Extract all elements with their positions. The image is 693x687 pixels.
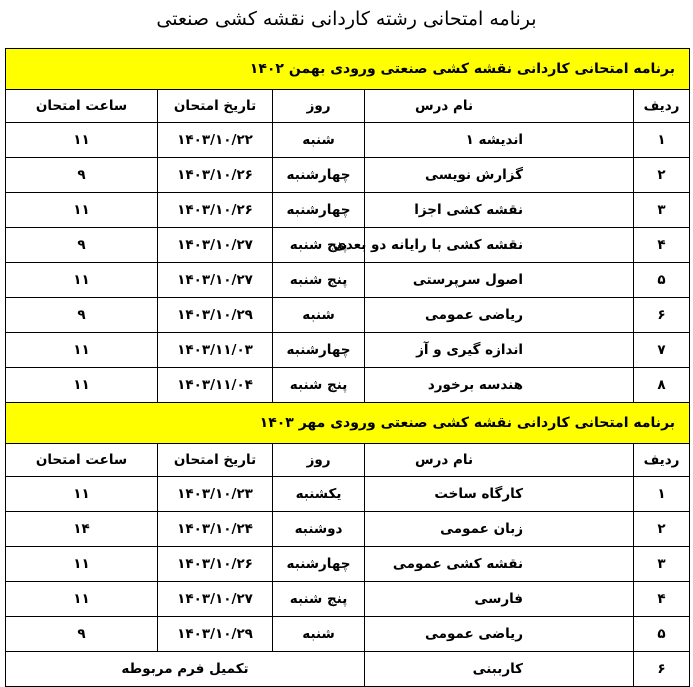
row-number: ۲ [634,158,690,193]
exam-day: پنج شنبه [273,582,365,617]
exam-date: ۱۴۰۳/۱۰/۲۹ [158,298,273,333]
lesson-name: کارگاه ساخت [365,477,634,512]
exam-day: یکشنبه [273,477,365,512]
row-number: ۳ [634,547,690,582]
exam-day: چهارشنبه [273,193,365,228]
row-number: ۵ [634,263,690,298]
header-date: تاریخ امتحان [158,444,273,477]
header-row-number: ردیف [634,90,690,123]
row-number: ۶ [634,298,690,333]
exam-schedule-table [5,48,690,687]
exam-date: ۱۴۰۳/۱۰/۲۷ [158,228,273,263]
exam-date: ۱۴۰۳/۱۱/۰۴ [158,368,273,403]
exam-time: ۹ [6,617,158,652]
column-header-row [6,90,690,123]
exam-time: ۹ [6,228,158,263]
table-body [6,49,690,687]
exam-day: شنبه [273,617,365,652]
row-note: تکمیل فرم مربوطه [6,652,365,687]
lesson-name: اصول سرپرستی [365,263,634,298]
exam-date: ۱۴۰۳/۱۰/۲۹ [158,617,273,652]
section-heading-row [6,49,690,90]
table-row [6,512,690,547]
header-day: روز [273,444,365,477]
exam-time: ۱۱ [6,333,158,368]
table-row [6,228,690,263]
exam-time: ۱۱ [6,123,158,158]
header-row-number: ردیف [634,444,690,477]
row-number: ۸ [634,368,690,403]
header-date: تاریخ امتحان [158,90,273,123]
table-row [6,123,690,158]
exam-date: ۱۴۰۳/۱۱/۰۳ [158,333,273,368]
exam-time: ۱۴ [6,512,158,547]
exam-date: ۱۴۰۳/۱۰/۲۶ [158,547,273,582]
row-number: ۲ [634,512,690,547]
lesson-name: گزارش نویسی [365,158,634,193]
exam-time: ۱۱ [6,547,158,582]
exam-day: چهارشنبه [273,158,365,193]
exam-time: ۱۱ [6,368,158,403]
exam-day: دوشنبه [273,512,365,547]
table-row [6,617,690,652]
section-heading: برنامه امتحانی کاردانی نقشه کشی صنعتی ورودی مهر ۱۴۰۳ [6,403,690,444]
row-number: ۳ [634,193,690,228]
lesson-name: نقشه کشی اجزا [365,193,634,228]
table-row [6,477,690,512]
exam-time: ۹ [6,158,158,193]
exam-day: پنج شنبه [273,228,365,263]
header-time: ساعت امتحان [6,444,158,477]
exam-day: شنبه [273,298,365,333]
exam-date: ۱۴۰۳/۱۰/۲۷ [158,582,273,617]
lesson-name: اندازه گیری و آز [365,333,634,368]
row-number: ۱ [634,123,690,158]
header-day: روز [273,90,365,123]
exam-time: ۱۱ [6,263,158,298]
lesson-name: نقشه کشی با رایانه دو بعدی [365,228,634,263]
table-row [6,263,690,298]
table-row [6,158,690,193]
lesson-name: ریاضی عمومی [365,617,634,652]
exam-day: پنج شنبه [273,368,365,403]
lesson-name: کارببنی [365,652,634,687]
lesson-name: هندسه برخورد [365,368,634,403]
exam-time: ۱۱ [6,582,158,617]
exam-date: ۱۴۰۳/۱۰/۲۲ [158,123,273,158]
exam-time: ۱۱ [6,193,158,228]
exam-date: ۱۴۰۳/۱۰/۲۳ [158,477,273,512]
exam-date: ۱۴۰۳/۱۰/۲۷ [158,263,273,298]
lesson-name: نقشه کشی عمومی [365,547,634,582]
table-row [6,298,690,333]
exam-day: پنج شنبه [273,263,365,298]
exam-date: ۱۴۰۳/۱۰/۲۴ [158,512,273,547]
section-heading: برنامه امتحانی کاردانی نقشه کشی صنعتی ورودی بهمن ۱۴۰۲ [6,49,690,90]
table-row [6,582,690,617]
table-row [6,547,690,582]
header-lesson: نام درس [365,90,634,123]
table-row [6,193,690,228]
row-number: ۵ [634,617,690,652]
row-number: ۶ [634,652,690,687]
table-row [6,368,690,403]
table-row [6,333,690,368]
header-lesson: نام درس [365,444,634,477]
section-heading-row [6,403,690,444]
exam-time: ۱۱ [6,477,158,512]
row-number: ۴ [634,582,690,617]
exam-day: چهارشنبه [273,333,365,368]
exam-date: ۱۴۰۳/۱۰/۲۶ [158,158,273,193]
header-time: ساعت امتحان [6,90,158,123]
lesson-name: اندیشه ۱ [365,123,634,158]
row-number: ۷ [634,333,690,368]
lesson-name: زبان عمومی [365,512,634,547]
column-header-row [6,444,690,477]
exam-day: شنبه [273,123,365,158]
lesson-name: فارسی [365,582,634,617]
row-number: ۴ [634,228,690,263]
exam-time: ۹ [6,298,158,333]
exam-date: ۱۴۰۳/۱۰/۲۶ [158,193,273,228]
page-title: برنامه امتحانی رشته کاردانی نقشه کشی صنعتی [156,8,537,30]
lesson-name: ریاضی عمومی [365,298,634,333]
exam-day: چهارشنبه [273,547,365,582]
row-number: ۱ [634,477,690,512]
table-row [6,652,690,687]
